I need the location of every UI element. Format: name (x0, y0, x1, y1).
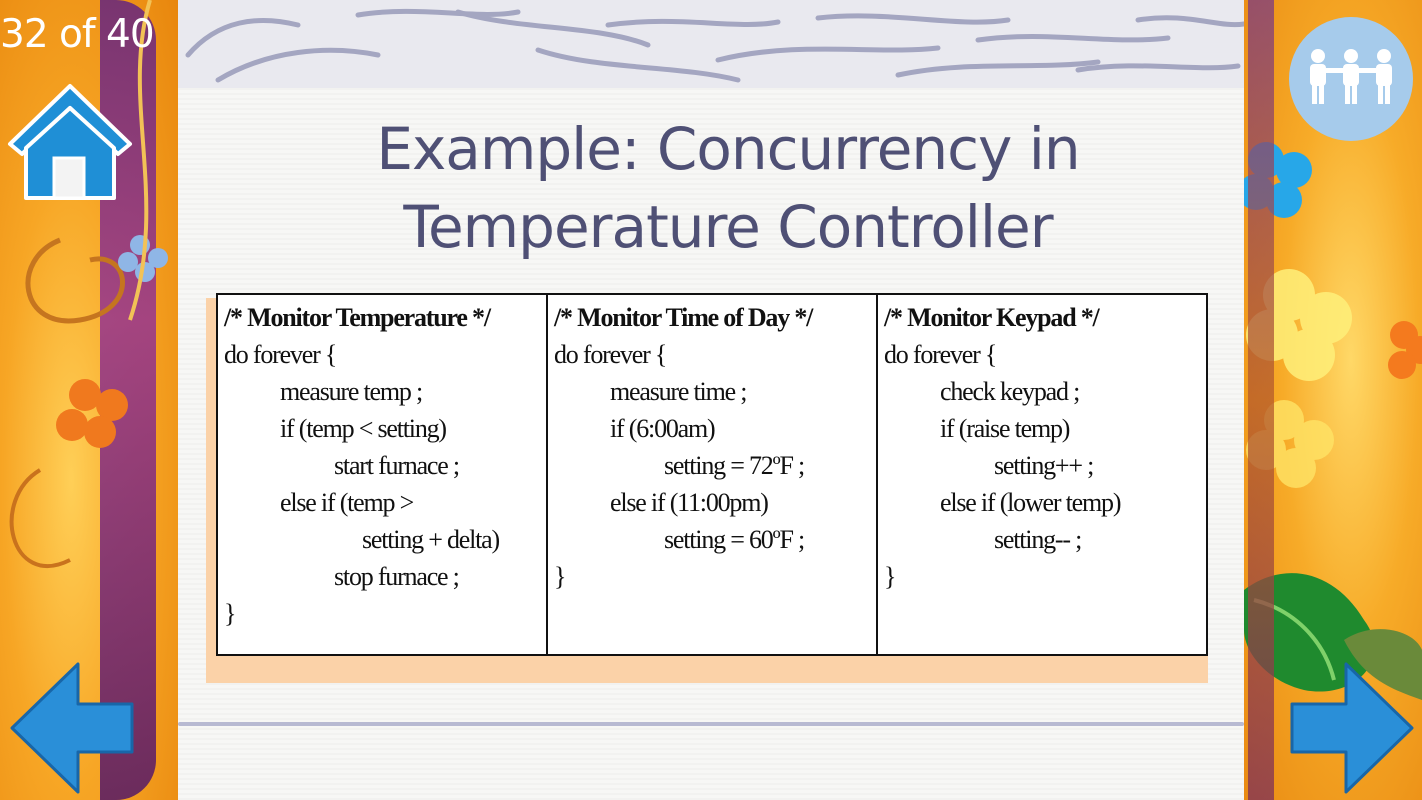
home-button[interactable] (6, 78, 134, 206)
code-column-header: /* Monitor Keypad */ (884, 303, 1099, 332)
code-column-keypad (878, 295, 1206, 654)
code-line: } (884, 562, 896, 591)
previous-slide-button[interactable] (8, 660, 136, 796)
code-line: measure time ; (610, 377, 747, 406)
people-button[interactable] (1288, 16, 1414, 142)
code-line: check keypad ; (940, 377, 1080, 406)
slide-counter: 32 of 40 (0, 12, 154, 57)
next-slide-button[interactable] (1288, 660, 1416, 796)
code-column-time-of-day (548, 295, 878, 654)
code-column-header: /* Monitor Time of Day */ (554, 303, 813, 332)
code-line: setting++ ; (994, 451, 1094, 480)
home-icon (6, 78, 134, 206)
code-column-header: /* Monitor Temperature */ (224, 303, 490, 332)
code-line: measure temp ; (280, 377, 423, 406)
code-line: setting = 72ºF ; (664, 451, 805, 480)
code-line: stop furnace ; (334, 562, 459, 591)
arrow-left-icon (8, 660, 136, 796)
slide-header-strokes (178, 0, 1244, 88)
code-line: if (raise temp) (940, 414, 1070, 443)
slide-title-line-1: Example: Concurrency in (376, 115, 1080, 183)
slide (178, 0, 1244, 800)
slide-title-line-2: Temperature Controller (403, 193, 1053, 261)
code-line: if (temp < setting) (280, 414, 446, 443)
code-table (216, 293, 1208, 656)
code-line: else if (lower temp) (940, 488, 1121, 517)
code-line: else if (temp > (280, 488, 414, 517)
slide-title (178, 110, 1278, 266)
code-line: do forever { (554, 340, 667, 369)
code-column-temperature (218, 295, 548, 654)
code-line: } (224, 599, 236, 628)
code-line: if (6:00am) (610, 414, 715, 443)
code-line: } (554, 562, 566, 591)
arrow-right-icon (1288, 660, 1416, 796)
code-line: else if (11:00pm) (610, 488, 768, 517)
code-line: do forever { (884, 340, 997, 369)
code-line: do forever { (224, 340, 337, 369)
slide-footer-line (178, 722, 1244, 726)
code-line: setting-- ; (994, 525, 1082, 554)
people-icon (1288, 16, 1414, 142)
code-line: setting + delta) (362, 525, 499, 554)
code-line: start furnace ; (334, 451, 459, 480)
slide-header-band (178, 0, 1244, 88)
code-line: setting = 60ºF ; (664, 525, 805, 554)
